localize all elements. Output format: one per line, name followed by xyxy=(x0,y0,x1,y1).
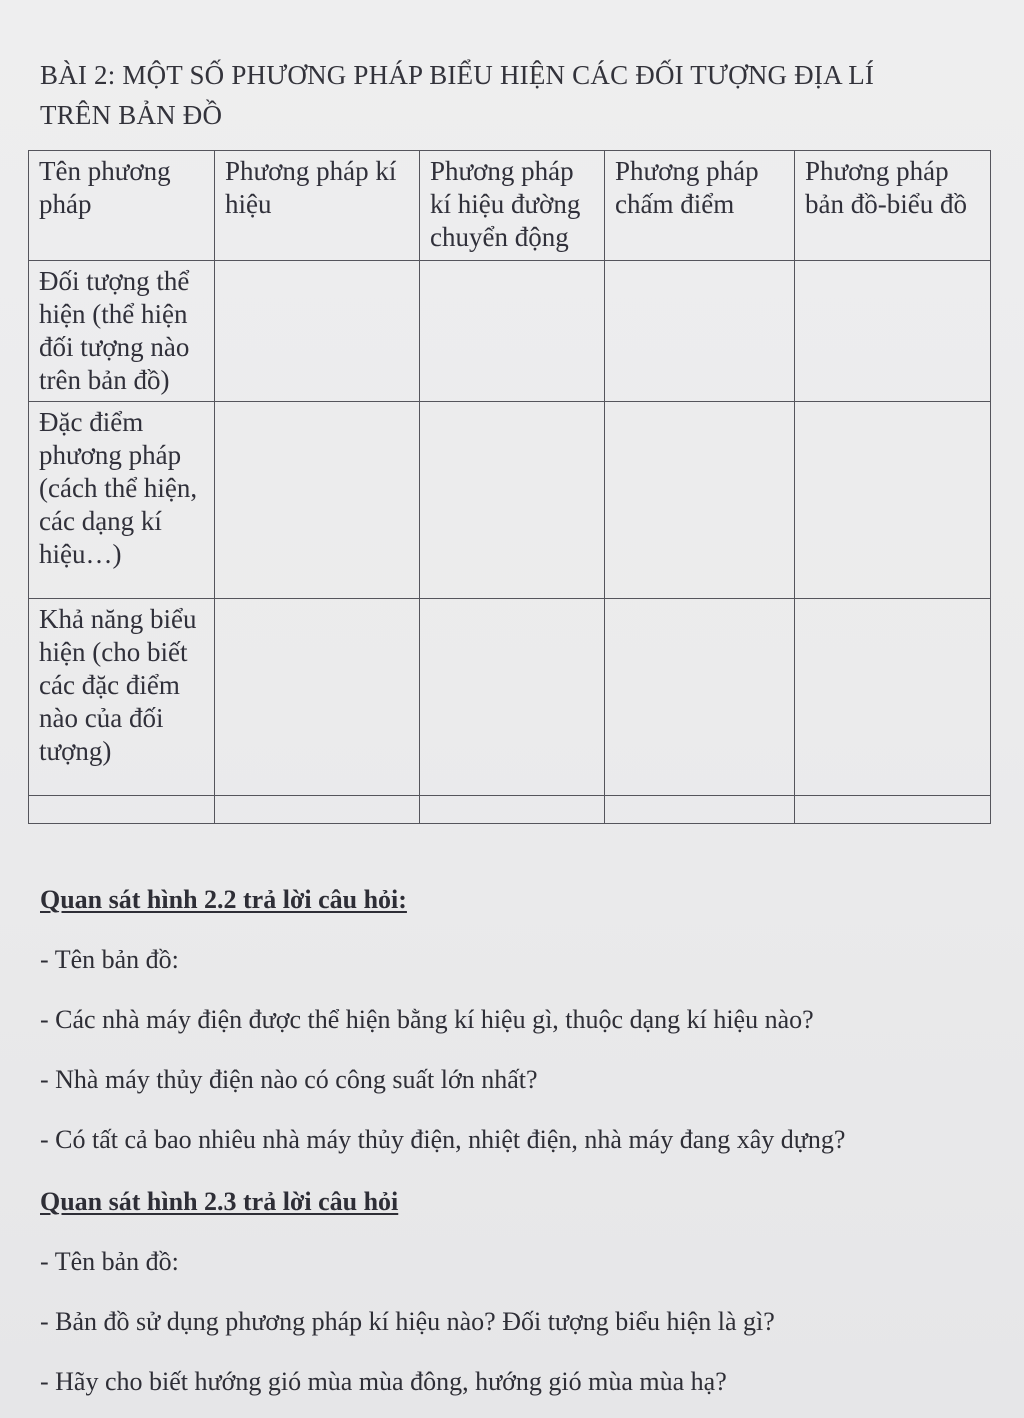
lesson-title-line-1: BÀI 2: MỘT SỐ PHƯƠNG PHÁP BIỂU HIỆN CÁC ĐỐI TƯỢNG ĐỊA LÍ xyxy=(40,60,875,90)
row-label-features: Đặc điểm phương pháp (cách thể hiện, các dạng kí hiệu…) xyxy=(29,402,215,599)
answer-cell[interactable] xyxy=(215,261,420,402)
table-row xyxy=(29,599,991,796)
question-item: - Hãy cho biết hướng gió mùa mùa đông, hướng gió mùa mùa hạ? xyxy=(40,1367,727,1396)
question-item: - Có tất cả bao nhiêu nhà máy thủy điện, nhiệt điện, nhà máy đang xây dựng? xyxy=(40,1125,846,1154)
answer-cell[interactable] xyxy=(420,796,605,824)
answer-cell[interactable] xyxy=(795,796,991,824)
answer-cell[interactable] xyxy=(420,599,605,796)
answer-cell[interactable] xyxy=(215,796,420,824)
row-label-capability: Khả năng biểu hiện (cho biết các đặc điểm nào của đối tượng) xyxy=(29,599,215,796)
question-item: - Bản đồ sử dụng phương pháp kí hiệu nào? Đối tượng biểu hiện là gì? xyxy=(40,1307,775,1336)
header-cell-movement-method: Phương pháp kí hiệu đường chuyển động xyxy=(420,151,605,261)
section-heading: Quan sát hình 2.3 trả lời câu hỏi xyxy=(40,1187,399,1216)
answer-cell[interactable] xyxy=(420,402,605,599)
lesson-title-line-2: TRÊN BẢN ĐỒ xyxy=(40,100,223,130)
question-item: - Nhà máy thủy điện nào có công suất lớn nhất? xyxy=(40,1065,538,1094)
answer-cell[interactable] xyxy=(215,599,420,796)
answer-cell[interactable] xyxy=(215,402,420,599)
header-cell-symbol-method: Phương pháp kí hiệu xyxy=(215,151,420,261)
header-cell-dot-method: Phương pháp chấm điểm xyxy=(605,151,795,261)
answer-cell[interactable] xyxy=(795,402,991,599)
answer-cell[interactable] xyxy=(605,599,795,796)
answer-cell[interactable] xyxy=(605,402,795,599)
table-row xyxy=(29,261,991,402)
lesson-title xyxy=(40,55,960,135)
table-header-row xyxy=(29,151,991,261)
section-figure-2-3 xyxy=(40,1184,980,1400)
methods-table xyxy=(28,150,991,824)
question-item: - Các nhà máy điện được thể hiện bằng kí hiệu gì, thuộc dạng kí hiệu nào? xyxy=(40,1005,814,1034)
row-label-empty xyxy=(29,796,215,824)
header-cell-method-name: Tên phương pháp xyxy=(29,151,215,261)
table-row-empty xyxy=(29,796,991,824)
answer-cell[interactable] xyxy=(605,796,795,824)
question-item: - Tên bản đồ: xyxy=(40,1247,179,1276)
answer-cell[interactable] xyxy=(795,599,991,796)
question-item: - Tên bản đồ: xyxy=(40,945,179,974)
answer-cell[interactable] xyxy=(795,261,991,402)
row-label-objects: Đối tượng thể hiện (thể hiện đối tượng nào trên bản đồ) xyxy=(29,261,215,402)
section-heading: Quan sát hình 2.2 trả lời câu hỏi: xyxy=(40,885,407,914)
section-figure-2-2 xyxy=(40,882,980,1158)
header-cell-cartodiagram-method: Phương pháp bản đồ-biểu đồ xyxy=(795,151,991,261)
answer-cell[interactable] xyxy=(420,261,605,402)
table-row xyxy=(29,402,991,599)
answer-cell[interactable] xyxy=(605,261,795,402)
